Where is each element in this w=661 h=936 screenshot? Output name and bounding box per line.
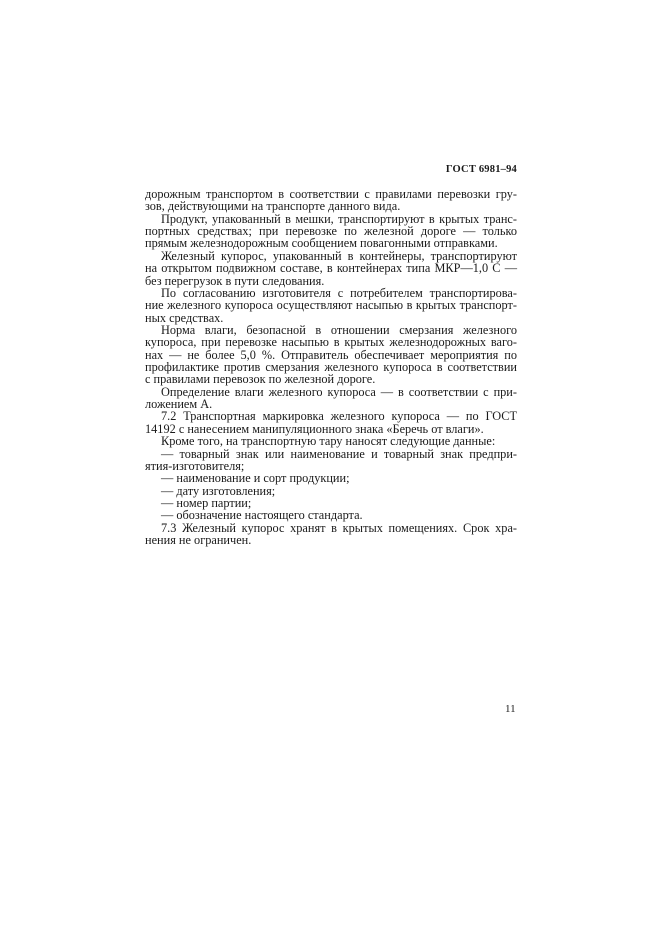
text-line: ложением А.: [145, 397, 213, 412]
text-line: без перегрузок в пути следования.: [145, 273, 325, 288]
document-code-header: ГОСТ 6981–94: [445, 164, 517, 175]
text-line: дорожным транспортом в соответствии с правилами перевозки гру-: [145, 187, 517, 201]
text-line: Железный купорос, упакованный в контейнеры, транспортируют: [161, 248, 517, 263]
page-number: 11: [505, 703, 516, 715]
text-line: — обозначение настоящего стандарта.: [161, 508, 363, 523]
text-line: — товарный знак или наименование и товарный знак предпри-: [161, 446, 517, 461]
text-line: По согласованию изготовителя с потребителем транспортирова-: [161, 285, 517, 300]
text-line: зов, действующими на транспорте данного вида.: [145, 199, 401, 214]
text-line: купороса, при перевозке насыпью в крытых железнодорожных ваго-: [145, 335, 517, 350]
text-line: — наименование и сорт продукции;: [161, 471, 350, 486]
text-line: портных средствах; при перевозке по железной дороге — только: [145, 224, 517, 239]
text-line: профилактике против смерзания железного купороса в соответствии: [145, 360, 517, 375]
text-line: ных средствах.: [145, 310, 224, 325]
text-line: с правилами перевозок по железной дороге.: [145, 372, 376, 387]
text-line: Продукт, упакованный в мешки, транспортируют в крытых транс-: [161, 211, 517, 226]
text-line: ние железного купороса осуществляют насыпью в крытых транспорт-: [145, 298, 517, 313]
text-line: 14192 с нанесением манипуляционного знака «Беречь от влаги».: [145, 421, 484, 436]
text-line: Норма влаги, безопасной в отношении смерзания железного: [161, 322, 517, 337]
text-line: нения не ограничен.: [145, 533, 252, 548]
text-line: нах — не более 5,0 %. Отправитель обеспечивает мероприятия по: [145, 347, 517, 362]
text-line: 7.3 Железный купорос хранят в крытых помещениях. Срок хра-: [161, 520, 517, 535]
text-line: ятия-изготовителя;: [145, 458, 245, 473]
text-line: — номер партии;: [161, 495, 252, 510]
text-line: прямым железнодорожным сообщением повагонными отправками.: [145, 236, 498, 251]
text-line: Определение влаги железного купороса — в соответствии с при-: [161, 384, 517, 399]
text-line: Кроме того, на транспортную тару наносят следующие данные:: [161, 434, 496, 449]
text-line: — дату изготовления;: [161, 483, 276, 498]
text-line: 7.2 Транспортная маркировка железного купороса — по ГОСТ: [161, 409, 517, 424]
text-line: на открытом подвижном составе, в контейнерах типа МКР—1,0 С —: [145, 261, 517, 276]
body-text: [145, 188, 517, 546]
